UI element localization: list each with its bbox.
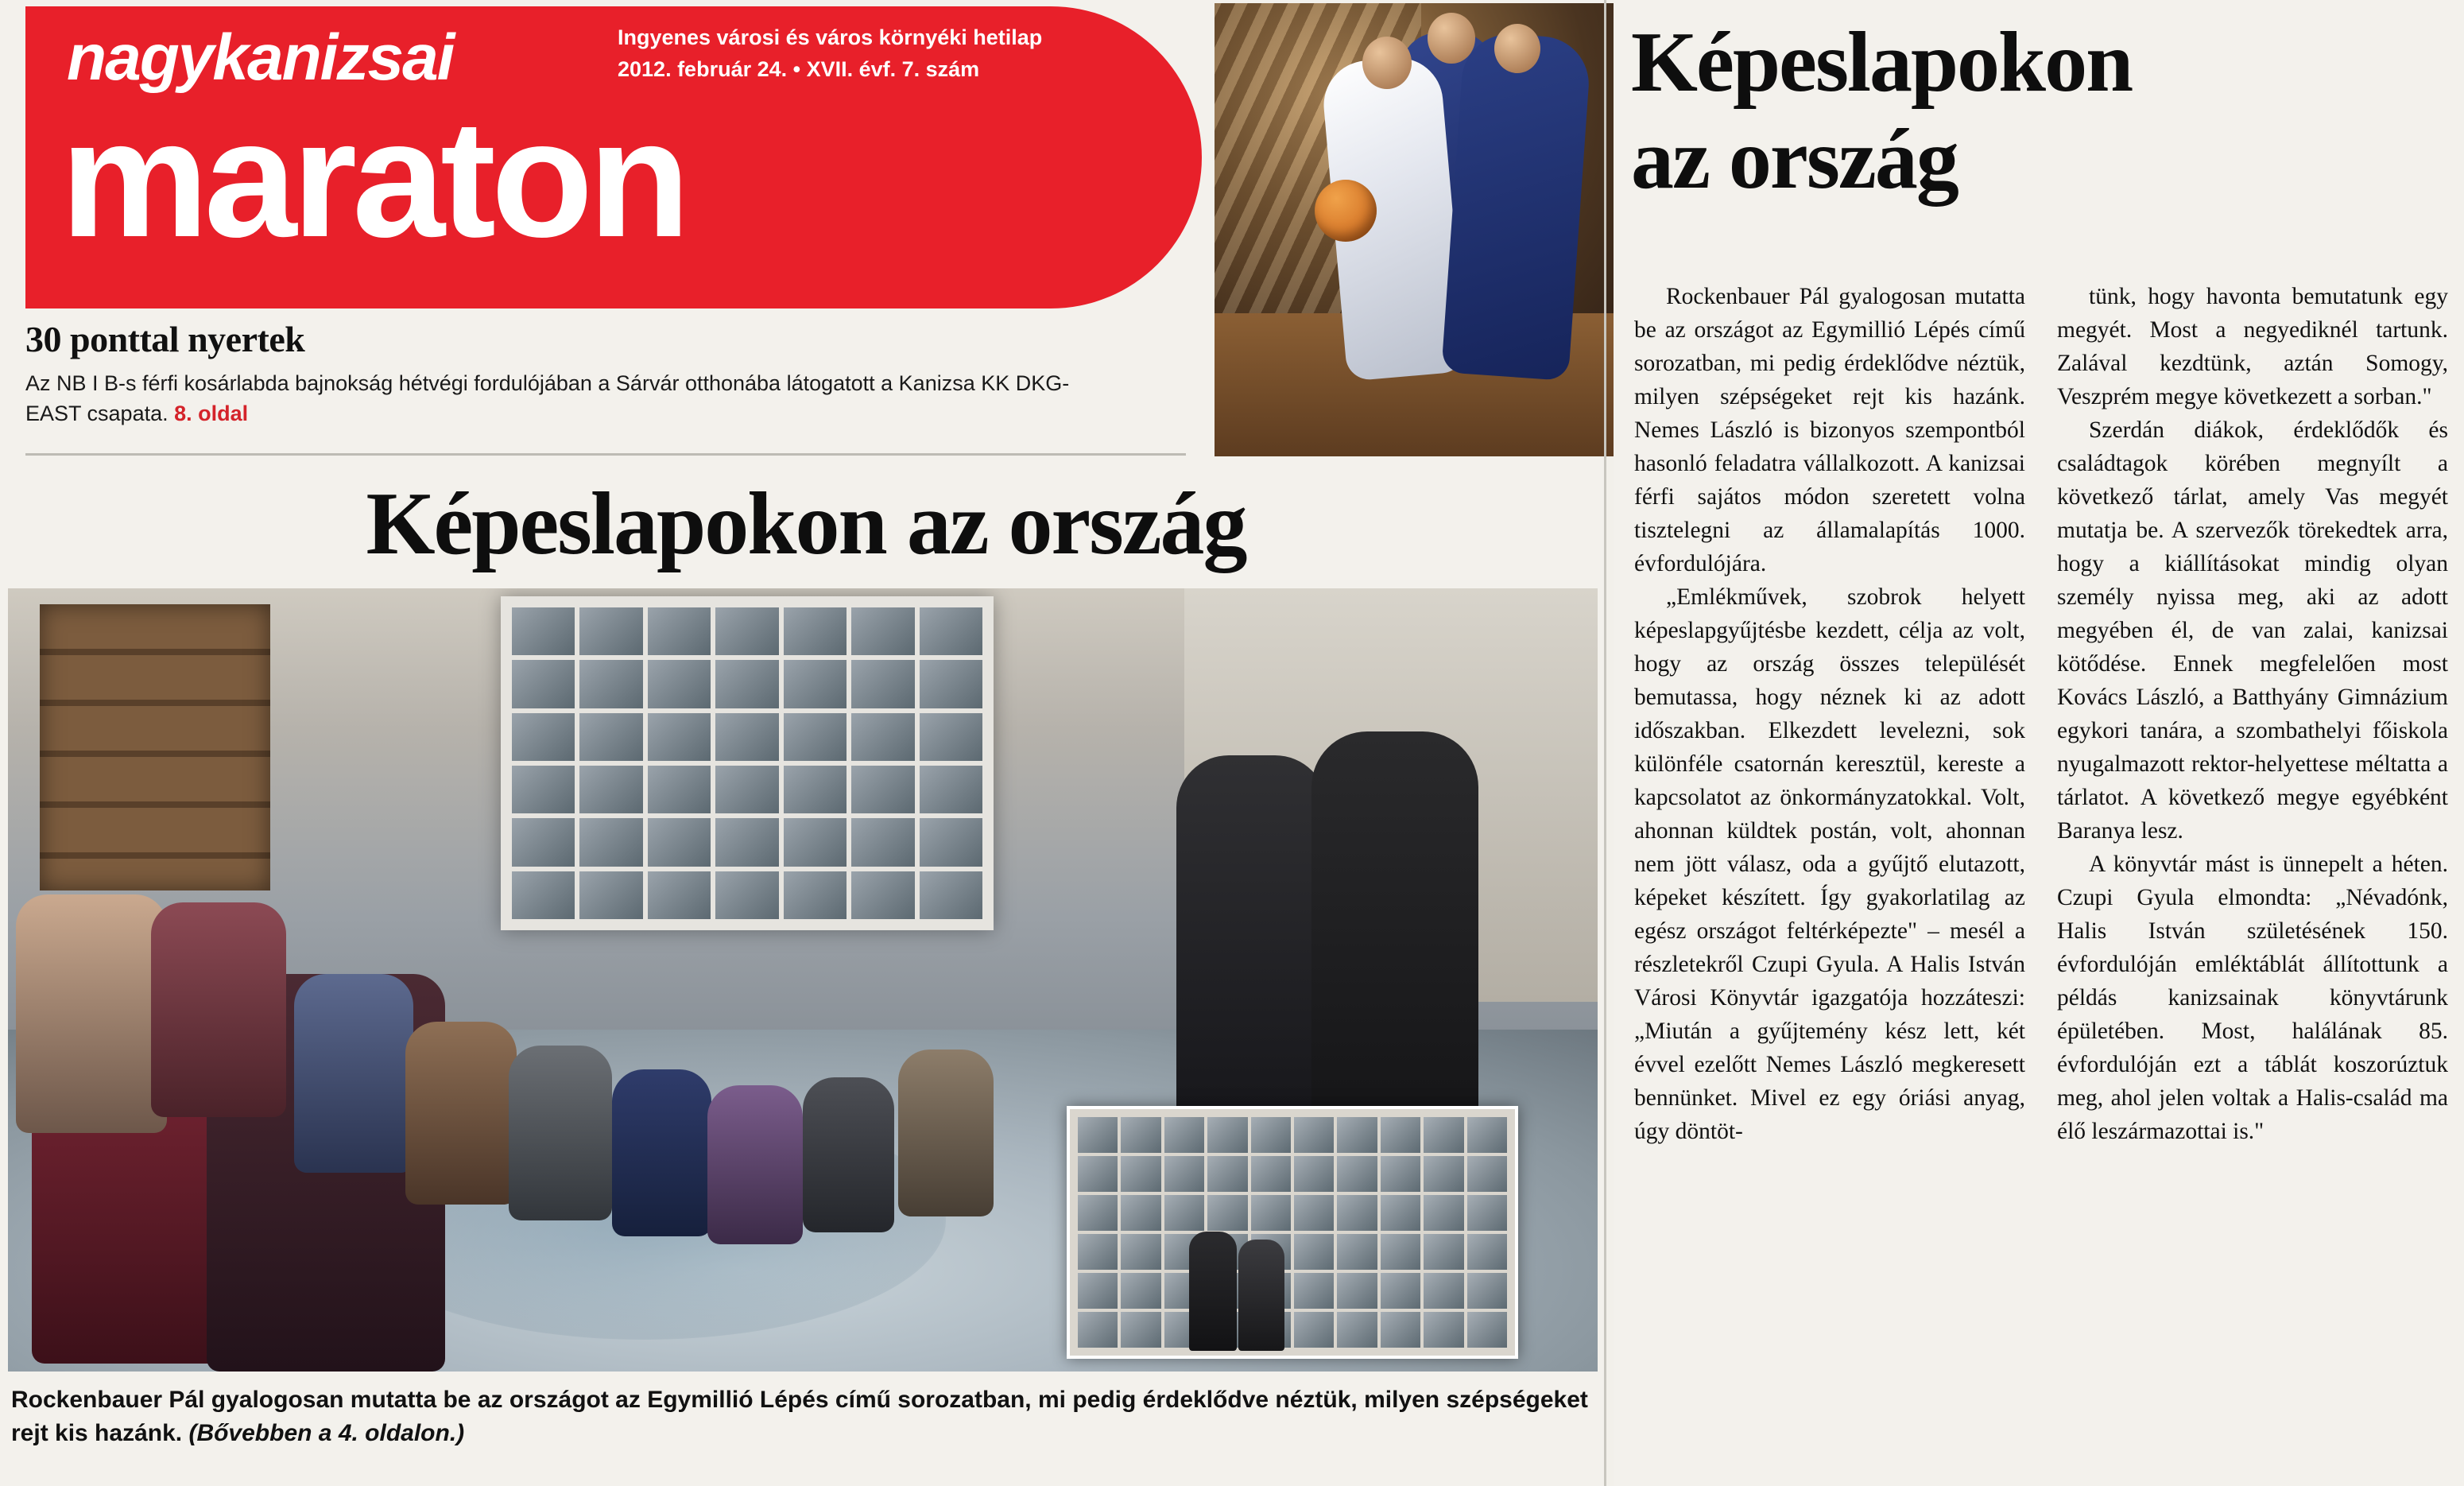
photo-inset <box>1067 1106 1518 1359</box>
photo-head-3 <box>1494 24 1540 73</box>
photo-bookshelf <box>40 604 270 890</box>
paper-name-main: maraton <box>60 85 686 272</box>
teaser-body <box>25 368 1114 429</box>
article-paragraph: Szerdán diákok, érdeklődők és családtagok körében megnyílt a következő tárlat, amely Vas megyét mutatja be. A szervezők törekedtek arra, hogy a kiállításokat mindig olyan személy nyissa meg, aki az adott megyében él, de van zalai, kanizsai kötődése. Ennek megfelelően most Kovács László, a Batthyány Gimnázium egykori tanára, a szombathelyi főiskola nyugalmazott rektor-helyettese méltatta a tárlatot. A következő megye egyébként Baranya lesz. <box>2057 417 2448 844</box>
masthead-meta-line2: 2012. február 24. • XVII. évf. 7. szám <box>618 57 980 81</box>
masthead-meta-line1: Ingyenes városi és város környéki hetilap <box>618 25 1043 49</box>
photo-head-2 <box>1428 13 1475 64</box>
paper-name-top: nagykanizsai <box>67 21 454 94</box>
photo-caption-reference: (Bővebben a 4. oldalon.) <box>188 1420 465 1446</box>
photo-postcard-grid <box>512 607 982 919</box>
article-paragraph: tünk, hogy havonta bemutatunk egy megyét. Most a negyediknél tartunk. Zalával kezdtünk, aztán Somogy, Veszprém megye következett a sorban." <box>2057 284 2448 409</box>
article-columns <box>1634 280 2448 1148</box>
photo-caption <box>11 1383 1593 1450</box>
teaser-block <box>25 318 1138 429</box>
article-headline-line2: az ország <box>1631 112 1958 207</box>
inset-figure-2 <box>1238 1240 1284 1351</box>
teaser-title: 30 ponttal nyertek <box>25 319 305 359</box>
masthead <box>25 6 1202 308</box>
feature-headline: Képeslapokon az ország <box>366 475 1246 573</box>
right-section <box>1614 0 2464 1486</box>
article-paragraph: „Emlékművek, szobrok helyett képeslapgyűjtésbe kezdett, célja az volt, hogy az ország összes települését bemutassa, hogy néznek ki az adott időszakban. Elkezdett levelezni, sok különféle csatornán keresztül, kereste a kapcsolatot az önkormányzatokkal. Volt, ahonnan küldtek postán, volt, ahonnan nem jött válasz, oda a gyűjtő elutazott, képeket készített. Így gyakorlatilag az egész országot feltérképezte" – mesél a részletekről Czupi Gyula. A Halis István Városi Könyvtár igazgatója hozzáteszi: „Miután a gyűjtemény kész lett, két évvel ezelőtt Nemes László megkeresett bennünket. Mivel ez egy óriási anyag, úgy döntöt- <box>1634 584 2025 1144</box>
photo-head-1 <box>1362 37 1412 89</box>
article-headline <box>1631 14 2450 208</box>
teaser-divider <box>25 453 1186 456</box>
inset-figure-1 <box>1189 1232 1237 1351</box>
photo-player-blue <box>1441 31 1592 381</box>
article-paragraph: Rockenbauer Pál gyalogosan mutatta be az országot az Egymillió Lépés című sorozatban, mi pedig érdeklődve néztük, milyen szépségeket rejt kis hazánk. Nemes László is bizonyos szempontból hasonló feladatra vállalkozott. A kanizsai férfi sajátos módon szeretett volna tisztelegni az államalapítás 1000. évfordulójára. <box>1634 284 2025 576</box>
teaser-page-ref: 8. oldal <box>174 402 249 425</box>
basketball-icon <box>1315 180 1377 242</box>
feature-photo <box>8 588 1598 1372</box>
photo-caption-text: Rockenbauer Pál gyalogosan mutatta be az országot az Egymillió Lépés című sorozatban, mi pedig érdeklődve néztük, milyen szépségeket rejt kis hazánk. <box>11 1387 1588 1446</box>
basketball-photo <box>1215 3 1620 456</box>
article-column-2 <box>2057 280 2448 1148</box>
inset-postcard-grid <box>1078 1117 1507 1348</box>
article-column-1 <box>1634 280 2025 1148</box>
column-divider <box>1604 0 1606 1486</box>
teaser-text: Az NB I B-s férfi kosárlabda bajnokság hétvégi fordulójában a Sárvár otthonába látogatott a Kanizsa KK DKG-EAST csapata. <box>25 371 1070 425</box>
article-headline-line1: Képeslapokon <box>1631 15 2133 110</box>
article-paragraph: A könyvtár mást is ünnepelt a héten. Czupi Gyula elmondta: „Névadónk, Halis István születésének 150. évfordulóján emléktáblát állítottunk a példás kanizsainak könyvtárunk épületében. Most, halálának 85. évfordulóján ezt a táblát koszorúztuk meg, ahol jelen voltak a Halis-család ma élő leszármazottai is." <box>2057 852 2448 1144</box>
